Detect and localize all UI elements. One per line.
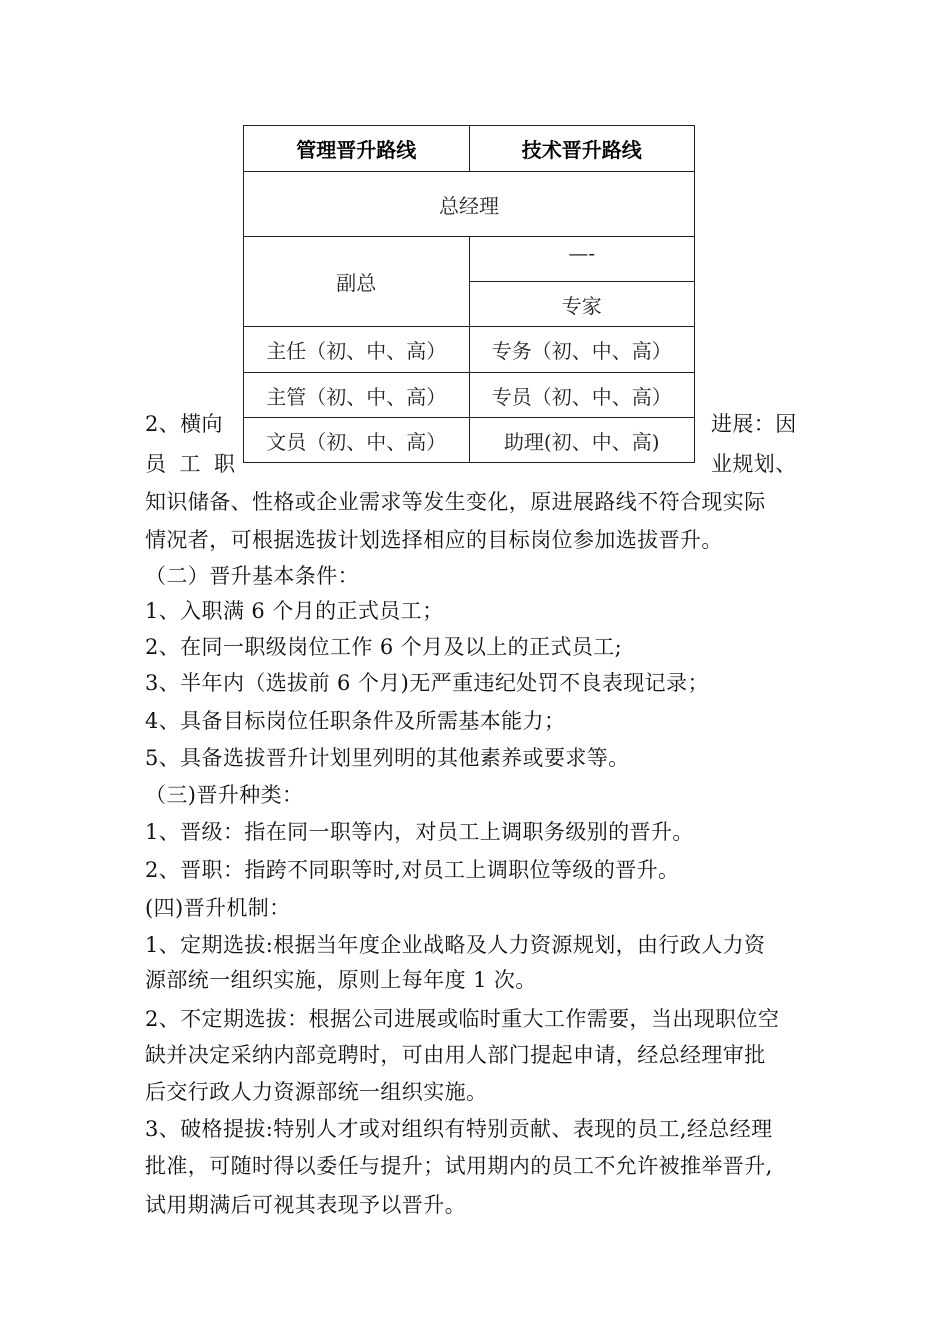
cell-tech-dash: —- — [469, 237, 695, 282]
cell-assistant: 助理(初、中、高) — [469, 418, 695, 463]
list-item: 2、在同一职级岗位工作 6 个月及以上的正式员工; — [145, 635, 623, 659]
table-row — [244, 418, 695, 463]
cell-director: 主任（初、中、高） — [244, 327, 470, 373]
cell-expert: 专家 — [469, 282, 695, 327]
table-row — [244, 373, 695, 418]
table-row — [244, 172, 695, 237]
cell-specialist: 专务（初、中、高） — [469, 327, 695, 373]
list-item: 2、晋职：指跨不同职等时,对员工上调职位等级的晋升。 — [145, 858, 680, 882]
cell-vice-president: 副总 — [244, 237, 470, 327]
table-row — [244, 327, 695, 373]
list-item: 1、晋级：指在同一职等内，对员工上调职务级别的晋升。 — [145, 820, 694, 844]
list-item: 5、具备选拔晋升计划里列明的其他素养或要求等。 — [145, 746, 630, 770]
section-heading: (四)晋升机制： — [145, 896, 291, 920]
cell-clerk: 文员（初、中、高） — [244, 418, 470, 463]
wrap-right-line-1: 进展：因 — [711, 412, 797, 436]
list-item: 1、定期选拔:根据当年度企业战略及人力资源规划，由行政人力资 — [145, 933, 766, 957]
cell-staff: 专员（初、中、高） — [469, 373, 695, 418]
table-header-row — [244, 126, 695, 172]
list-item: 3、半年内（选拔前 6 个月)无严重违纪处罚不良表现记录； — [145, 671, 709, 695]
list-item: 批准，可随时得以委任与提升；试用期内的员工不允许被推举晋升, — [145, 1154, 773, 1178]
promotion-path-table — [243, 125, 695, 463]
table-row — [244, 237, 695, 282]
wrap-right-line-2: 业规划、 — [711, 452, 797, 476]
header-technical-path: 技术晋升路线 — [469, 126, 695, 172]
list-item: 后交行政人力资源部统一组织实施。 — [145, 1080, 488, 1104]
body-line: 知识储备、性格或企业需求等发生变化，原进展路线不符合现实际 — [145, 490, 766, 514]
list-item: 2、不定期选拔：根据公司进展或临时重大工作需要，当出现职位空 — [145, 1007, 780, 1031]
list-item: 试用期满后可视其表现予以晋升。 — [145, 1193, 466, 1217]
section-heading: （二）晋升基本条件： — [145, 564, 359, 588]
wrap-left-line-1: 2、横向 — [145, 412, 223, 436]
list-item: 3、破格提拔:特别人才或对组织有特别贡献、表现的员工,经总经理 — [145, 1117, 773, 1141]
section-heading: （三)晋升种类： — [145, 783, 304, 807]
list-item: 缺并决定采纳内部竞聘时，可由用人部门提起申请，经总经理审批 — [145, 1043, 766, 1067]
list-item: 源部统一组织实施，原则上每年度 1 次。 — [145, 968, 537, 992]
list-item: 4、具备目标岗位任职条件及所需基本能力； — [145, 709, 566, 733]
list-item: 1、入职满 6 个月的正式员工； — [145, 599, 444, 623]
wrap-left-line-2: 员 工 职 — [145, 452, 236, 476]
cell-supervisor: 主管（初、中、高） — [244, 373, 470, 418]
cell-general-manager: 总经理 — [244, 172, 695, 237]
body-line: 情况者，可根据选拔计划选择相应的目标岗位参加选拔晋升。 — [145, 528, 723, 552]
header-management-path: 管理晋升路线 — [244, 126, 470, 172]
